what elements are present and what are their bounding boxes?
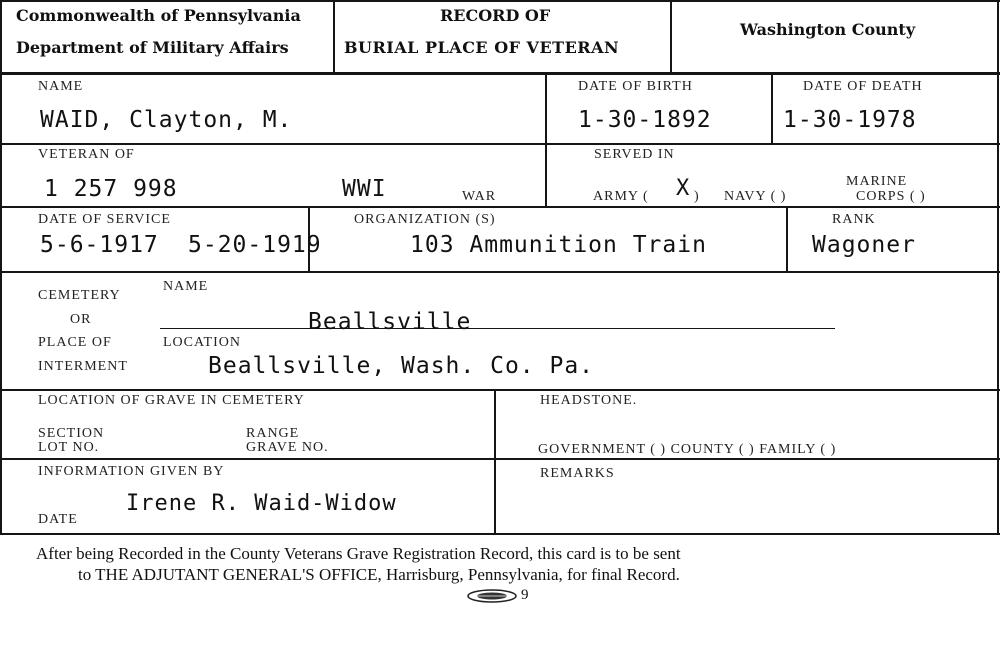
serial-number-value: 1 257 998 xyxy=(44,176,178,202)
war-label: WAR xyxy=(462,189,497,204)
organization-value: 103 Ammunition Train xyxy=(410,232,707,258)
information-given-by-label: INFORMATION GIVEN BY xyxy=(38,464,225,479)
rank-value: Wagoner xyxy=(812,232,916,258)
footer-instruction-line1: After being Recorded in the County Veterans Grave Registration Record, this card is to be sent xyxy=(36,544,681,563)
army-check-mark: X xyxy=(676,176,691,201)
date-of-birth-value: 1-30-1892 xyxy=(578,107,712,133)
organization-label: ORGANIZATION (S) xyxy=(354,212,496,227)
name-label: NAME xyxy=(38,79,84,94)
war-value: WWI xyxy=(342,176,387,202)
grave-location-label: LOCATION OF GRAVE IN CEMETERY xyxy=(38,393,305,408)
range-label: RANGE xyxy=(246,426,300,441)
location-label: LOCATION xyxy=(163,335,241,350)
interment-label: INTERMENT xyxy=(38,359,128,374)
top-border xyxy=(0,0,1000,2)
row5-divider xyxy=(494,390,496,535)
county-heading: Washington County xyxy=(740,20,916,39)
row2-bottom-rule xyxy=(0,206,1000,208)
header-divider-1 xyxy=(333,0,335,74)
date-of-death-label: DATE OF DEATH xyxy=(803,79,923,94)
card-bottom-rule xyxy=(0,533,1000,535)
right-border xyxy=(997,0,999,535)
place-of-label: PLACE OF xyxy=(38,335,112,350)
row1-bottom-rule xyxy=(0,143,1000,145)
union-bug-icon xyxy=(466,588,518,604)
date-of-service-label: DATE OF SERVICE xyxy=(38,212,171,227)
cemetery-name-value: Beallsville xyxy=(308,309,472,335)
row5-bottom-rule xyxy=(0,458,1000,460)
informant-value: Irene R. Waid-Widow xyxy=(126,491,397,516)
header-divider-2 xyxy=(670,0,672,74)
row1-divider-1 xyxy=(545,74,547,144)
date-of-birth-label: DATE OF BIRTH xyxy=(578,79,693,94)
cemetery-location-value: Beallsville, Wash. Co. Pa. xyxy=(208,353,595,379)
cemetery-name-underline xyxy=(160,328,835,329)
row4-bottom-rule xyxy=(0,389,1000,391)
form-title-line2: BURIAL PLACE OF VETERAN xyxy=(344,38,620,57)
marine-label: MARINE xyxy=(846,174,908,189)
row3-bottom-rule xyxy=(0,271,1000,273)
veteran-of-label: VETERAN OF xyxy=(38,147,135,162)
headstone-options: GOVERNMENT ( ) COUNTY ( ) FAMILY ( ) xyxy=(538,442,837,457)
lot-number-label: LOT NO. xyxy=(38,440,100,455)
grave-number-label: GRAVE NO. xyxy=(246,440,329,455)
row1-divider-2 xyxy=(771,74,773,144)
section-label: SECTION xyxy=(38,426,105,441)
header-bottom-rule xyxy=(0,72,1000,75)
union-bug-number: 9 xyxy=(521,587,529,603)
department-heading: Department of Military Affairs xyxy=(16,38,289,57)
remarks-label: REMARKS xyxy=(540,466,615,481)
date-label: DATE xyxy=(38,512,78,527)
commonwealth-heading: Commonwealth of Pennsylvania xyxy=(16,6,301,25)
service-end-value: 5-20-1919 xyxy=(188,232,322,258)
date-of-death-value: 1-30-1978 xyxy=(783,107,917,133)
navy-label: NAVY ( ) xyxy=(724,189,787,204)
army-label: ARMY ( xyxy=(593,189,649,204)
rank-label: RANK xyxy=(832,212,876,227)
cemetery-name-label: NAME xyxy=(163,279,209,294)
veteran-name-value: WAID, Clayton, M. xyxy=(40,107,293,133)
left-border xyxy=(0,0,2,535)
row2-divider xyxy=(545,144,547,207)
or-label: OR xyxy=(70,312,92,327)
headstone-label: HEADSTONE. xyxy=(540,393,638,408)
row3-divider-2 xyxy=(786,207,788,272)
form-title-line1: RECORD OF xyxy=(440,6,551,25)
service-start-value: 5-6-1917 xyxy=(40,232,159,258)
corps-label: CORPS ( ) xyxy=(856,189,926,204)
cemetery-label: CEMETERY xyxy=(38,288,121,303)
footer-instruction-line2: to THE ADJUTANT GENERAL'S OFFICE, Harrisburg, Pennsylvania, for final Record. xyxy=(78,565,680,584)
served-in-label: SERVED IN xyxy=(594,147,675,162)
army-close-paren: ) xyxy=(694,189,700,204)
